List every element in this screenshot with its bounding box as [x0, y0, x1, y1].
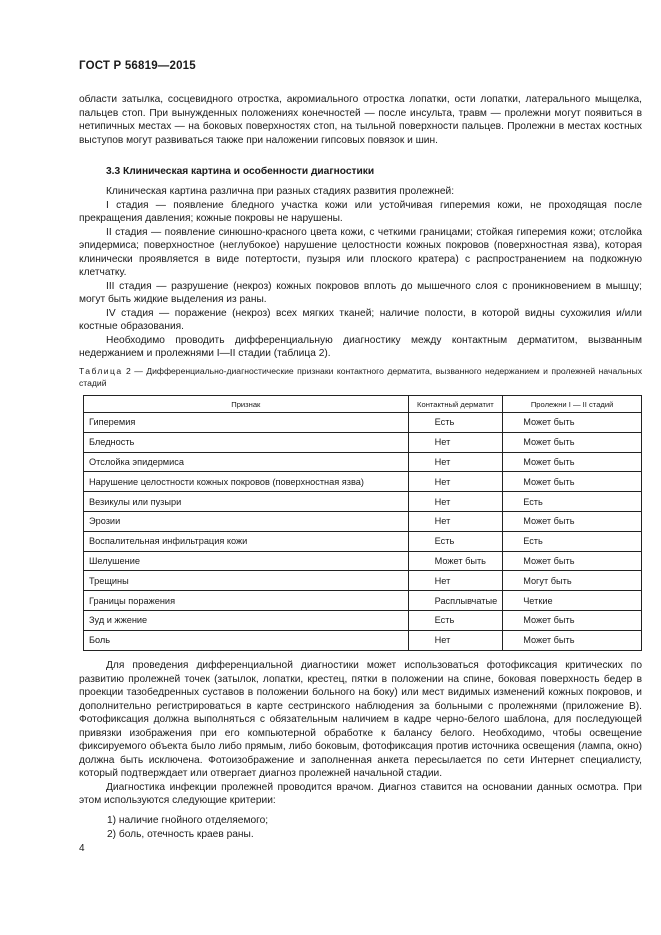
- page-number: 4: [79, 843, 85, 854]
- cell-sign: Шелушение: [84, 551, 409, 571]
- cell-ulcer: Есть: [503, 531, 642, 551]
- cell-ulcer: Может быть: [503, 472, 642, 492]
- cell-ulcer: Может быть: [503, 413, 642, 433]
- cell-ulcer: Может быть: [503, 452, 642, 472]
- cell-sign: Границы поражения: [84, 591, 409, 611]
- cell-dermatitis: Нет: [408, 432, 503, 452]
- cell-sign: Воспалительная инфильтрация кожи: [84, 531, 409, 551]
- cell-dermatitis: Расплывчатые: [408, 591, 503, 611]
- cell-dermatitis: Нет: [408, 452, 503, 472]
- table-row: [84, 413, 642, 433]
- paragraph: области затылка, сосцевидного отростка, акромиального отростка лопатки, ости лопатки, латерального мыщелка, пальцев стоп. При вынужденных положениях конечностей — после инсульта, травм — пролежни могут появиться в нетипичных местах — на боковых поверхностях стоп, на тыльной поверхности пальцев. Пролежни в местах костных выступов могут развиваться также при наложении гипсовых повязок и шин.: [79, 94, 642, 146]
- table-caption: [79, 366, 642, 389]
- cell-dermatitis: Нет: [408, 630, 503, 650]
- cell-ulcer: Могут быть: [503, 571, 642, 591]
- paragraph: Для проведения дифференциальной диагностики может использоваться фотофиксация критических по развитию пролежней точек (затылок, лопатки, крестец, пятки в положении на спине, боковая поверхность бедер в проекции тазобедренных суставов в положении больного на боку) или мест видимых изменений кожных покровов, и дополнительно регистрироваться в карте сестринского наблюдения за больными с пролежнями (приложение В). Фотофиксация должна выполняться с обязательным наличием в кадре черно-белого шаблона, для последующей привязки изображения при его компьютерной обработке к балансу белого. Необходимо, чтобы освещение фиксируемого объекта было либо прямым, либо боковым, фотофиксация против источника освещения (лампа, окно) должна быть исключена. Фотоизображение и заполненная анкета пересылается по сети Интернет специалисту, который подтверждает или отвергает диагноз пролежней начальной стадии.: [79, 660, 642, 779]
- cell-ulcer: Есть: [503, 492, 642, 512]
- cell-sign: Гиперемия: [84, 413, 409, 433]
- paragraph: Диагностика инфекции пролежней проводится врачом. Диагноз ставится на основании данных осмотра. При этом используются следующие критерии:: [79, 781, 642, 806]
- standard-number: ГОСТ Р 56819—2015: [79, 60, 196, 72]
- table-row: [84, 630, 642, 650]
- cell-dermatitis: Может быть: [408, 551, 503, 571]
- cell-ulcer: Может быть: [503, 610, 642, 630]
- header-pressure-ulcers: Пролежни I — II стадий: [503, 396, 642, 413]
- table-row: [84, 551, 642, 571]
- cell-dermatitis: Нет: [408, 511, 503, 531]
- cell-dermatitis: Есть: [408, 610, 503, 630]
- header-sign: Признак: [84, 396, 409, 413]
- cell-sign: Отслойка эпидермиса: [84, 452, 409, 472]
- cell-sign: Везикулы или пузыри: [84, 492, 409, 512]
- table-caption-text: 2 — Дифференциально-диагностические признаки контактного дерматита, вызванного недержанием и пролежней начальных стадий: [79, 366, 642, 388]
- table-row: [84, 492, 642, 512]
- cell-ulcer: Может быть: [503, 432, 642, 452]
- table-row: [84, 571, 642, 591]
- cell-dermatitis: Нет: [408, 571, 503, 591]
- table-header-row: [84, 396, 642, 413]
- cell-ulcer: Может быть: [503, 630, 642, 650]
- paragraph: III стадия — разрушение (некроз) кожных покровов вплоть до мышечного слоя с проникновением в мышцу; могут быть жидкие выделения из раны.: [79, 280, 642, 305]
- table-row: [84, 610, 642, 630]
- paragraph: I стадия — появление бледного участка кожи или устойчивая гиперемия кожи, не проходящая после прекращения давления; кожные покровы не нарушены.: [79, 199, 642, 224]
- table-row: [84, 472, 642, 492]
- cell-sign: Нарушение целостности кожных покровов (поверхностная язва): [84, 472, 409, 492]
- paragraph: IV стадия — поражение (некроз) всех мягких тканей; наличие полости, в которой видны сухожилия и/или костные образования.: [79, 307, 642, 332]
- table-row: [84, 511, 642, 531]
- intro-paragraph: [79, 93, 642, 147]
- after-table-text: [79, 659, 642, 808]
- criteria-item: 2) боль, отечность краев раны.: [107, 829, 254, 840]
- table-row: [84, 452, 642, 472]
- table-caption-prefix: Таблица: [79, 366, 123, 376]
- cell-ulcer: Четкие: [503, 591, 642, 611]
- paragraph: II стадия — появление синюшно-красного цвета кожи, с четкими границами; стойкая гиперемия кожи; отслойка эпидермиса; поверхностное (неглубокое) нарушение целостности кожных покровов (поверхностная язва), которая клинически проявляется в виде потертости, пузыря или плоского кратера) с распространением на подкожную клетчатку.: [79, 226, 642, 278]
- paragraph: Необходимо проводить дифференциальную диагностику между контактным дерматитом, вызванным недержанием и пролежнями I—II стадии (таблица 2).: [79, 334, 642, 359]
- section-body: [79, 185, 642, 361]
- table-row: [84, 531, 642, 551]
- cell-ulcer: Может быть: [503, 551, 642, 571]
- cell-dermatitis: Нет: [408, 472, 503, 492]
- section-heading: 3.3 Клиническая картина и особенности диагностики: [106, 166, 375, 177]
- cell-sign: Боль: [84, 630, 409, 650]
- table-row: [84, 432, 642, 452]
- cell-sign: Трещины: [84, 571, 409, 591]
- cell-sign: Эрозии: [84, 511, 409, 531]
- paragraph: Клиническая картина различна при разных стадиях развития пролежней:: [106, 186, 455, 197]
- header-dermatitis: Контактный дерматит: [408, 396, 503, 413]
- criteria-item: 1) наличие гнойного отделяемого;: [107, 815, 269, 826]
- table-row: [84, 591, 642, 611]
- cell-sign: Бледность: [84, 432, 409, 452]
- cell-ulcer: Может быть: [503, 511, 642, 531]
- cell-dermatitis: Нет: [408, 492, 503, 512]
- cell-dermatitis: Есть: [408, 413, 503, 433]
- cell-dermatitis: Есть: [408, 531, 503, 551]
- diagnostic-table: [83, 395, 642, 651]
- cell-sign: Зуд и жжение: [84, 610, 409, 630]
